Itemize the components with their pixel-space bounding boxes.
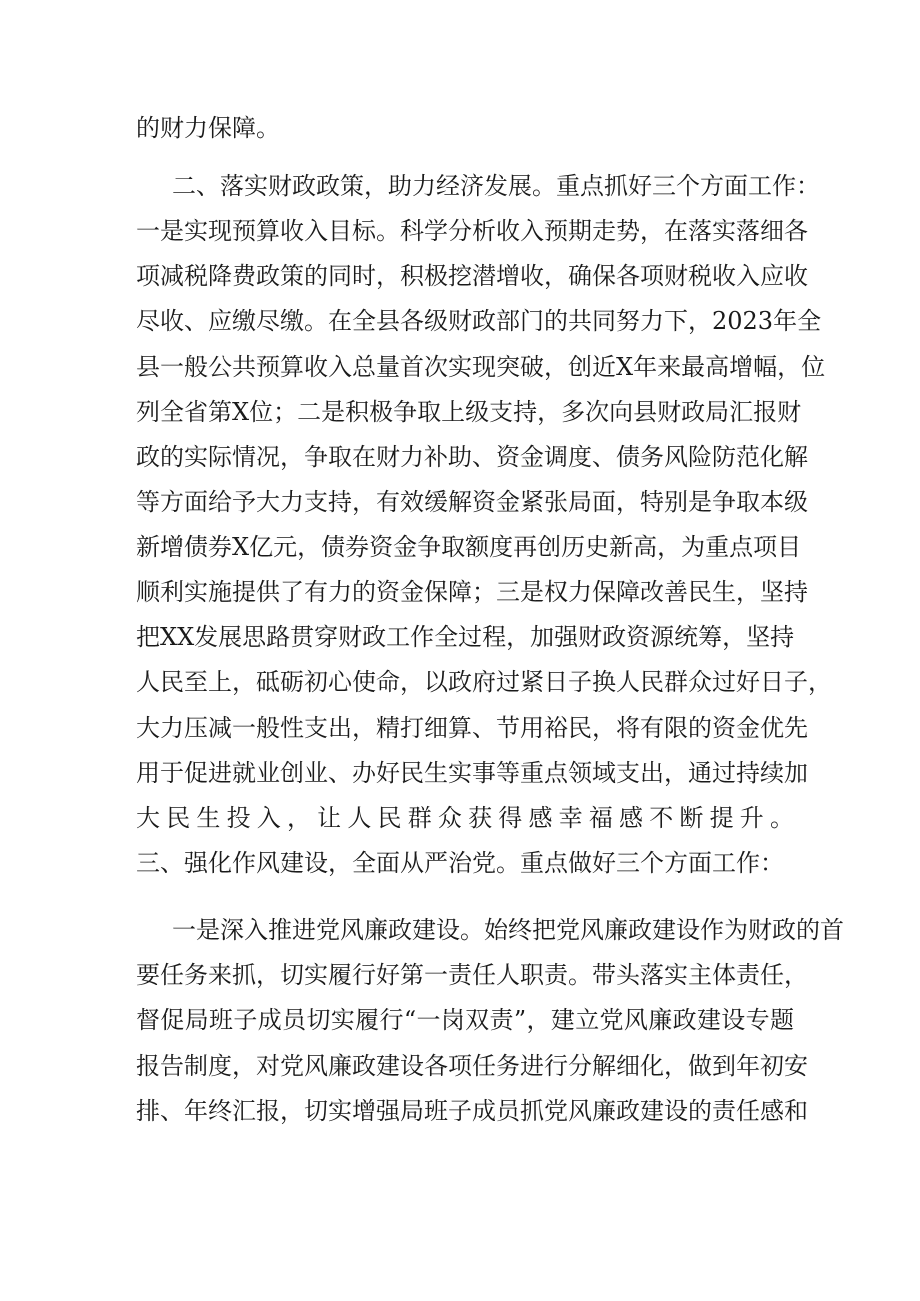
text-line-4: 项减税降费政策的同时，积极挖潜增收，确保各项财税收入应收 (136, 262, 808, 290)
text-line-6: 县一般公共预算收入总量首次实现突破，创近X年来最高增幅，位 (136, 353, 826, 381)
text-line-19: 要任务来抓，切实履行好第一责任人职责。带头落实主体责任， (136, 961, 808, 989)
text-line-1: 的财力保障。 (136, 114, 280, 142)
text-line-17: 三、强化作风建设，全面从严治党。重点做好三个方面工作： (136, 849, 784, 877)
text-line-3: 一是实现预算收入目标。科学分析收入预期走势，在落实落细各 (136, 217, 808, 245)
text-line-12: 把XX发展思路贯穿财政工作全过程，加强财政资源统筹，坚持 (136, 623, 795, 651)
text-line-21: 报告制度，对党风廉政建设各项任务进行分解细化，做到年初安 (136, 1052, 808, 1080)
text-line-13: 人民至上，砥砺初心使命，以政府过紧日子换人民群众过好日子， (136, 668, 832, 696)
text-line-23 (136, 1138, 794, 1174)
text-line-5: 尽收、应缴尽缴。在全县各级财政部门的共同努力下，2023年全 (136, 307, 822, 335)
text-line-20: 督促局班子成员切实履行“一岗双责”，建立党风廉政建设专题 (136, 1006, 794, 1034)
text-line-8: 政的实际情况，争取在财力补助、资金调度、债务风险防范化解 (136, 443, 808, 471)
text-line-10: 新增债券X亿元，债券资金争取额度再创历史新高，为重点项目 (136, 533, 802, 561)
text-line-15: 用于促进就业创业、办好民生实事等重点领域支出，通过持续加 (136, 759, 808, 787)
text-line-9: 等方面给予大力支持，有效缓解资金紧张局面，特别是争取本级 (136, 488, 808, 516)
text-line-2: 二、落实财政政策，助力经济发展。重点抓好三个方面工作： (172, 172, 820, 200)
text-line-14: 大力压减一般性支出，精打细算、节用裕民，将有限的资金优先 (136, 714, 808, 742)
text-line-22: 排、年终汇报，切实增强局班子成员抓党风廉政建设的责任感和 (136, 1097, 808, 1125)
text-line-16: 大民生投入，让人民群众获得感幸福感不断提升。 (136, 804, 794, 832)
text-line-7: 列全省第X位；二是积极争取上级支持，多次向县财政局汇报财 (136, 398, 802, 426)
text-line-18: 一是深入推进党风廉政建设。始终把党风廉政建设作为财政的首 (172, 916, 844, 944)
text-line-11: 顺利实施提供了有力的资金保障；三是权力保障改善民生，坚持 (136, 578, 808, 606)
